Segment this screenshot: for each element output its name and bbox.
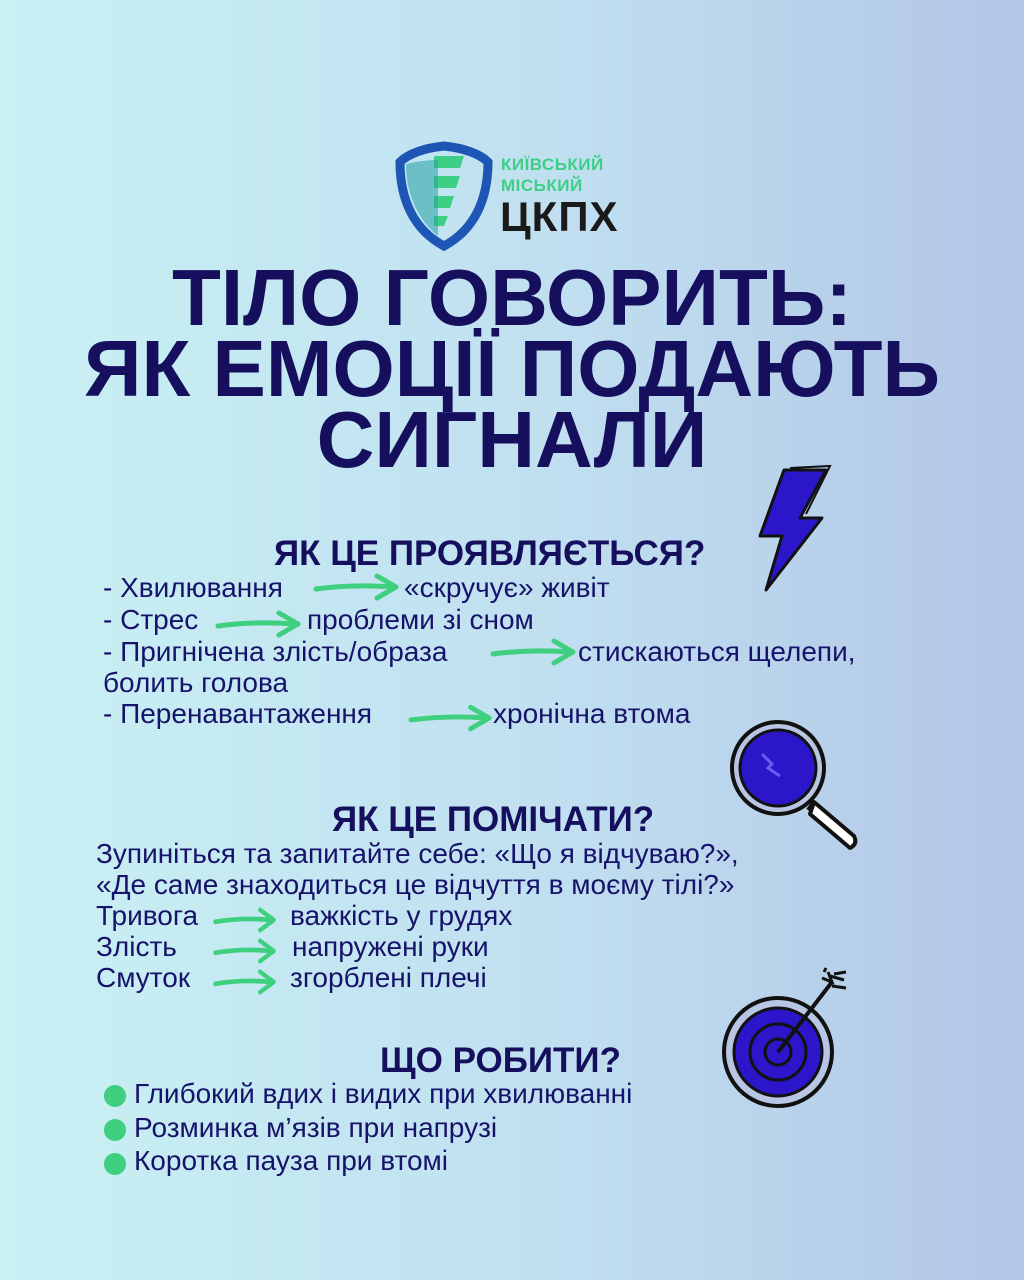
section1-heading: ЯК ЦЕ ПРОЯВЛЯЄТЬСЯ? — [274, 534, 706, 573]
arrow-right-icon — [312, 572, 404, 602]
arrow-right-icon — [490, 637, 580, 667]
section2-question2: «Де саме знаходиться це відчуття в моєму тілі?» — [96, 869, 735, 900]
section2-question1: Зупиніться та запитайте себе: «Що я відчуваю?», — [96, 838, 739, 869]
section2-heading: ЯК ЦЕ ПОМІЧАТИ? — [332, 800, 655, 839]
bullet-dot — [104, 1119, 126, 1141]
title-line3: СИГНАЛИ — [316, 395, 708, 484]
item-left: Злість — [96, 931, 177, 962]
shield-logo-icon — [394, 140, 494, 252]
item-left: Тривога — [96, 900, 199, 931]
item-left: - Стрес — [103, 604, 199, 635]
section1-item-4: болить голова — [103, 667, 289, 698]
item-right: стискаються щелепи, — [578, 636, 856, 667]
item-left: - Перенавантаження — [103, 698, 373, 729]
item-right: хронічна втома — [493, 698, 691, 729]
section3-item-3: Коротка пауза при втомі — [134, 1145, 449, 1176]
bullet-dot — [104, 1153, 126, 1175]
section3-item-2: Розминка м’язів при напрузі — [134, 1112, 498, 1143]
lightning-icon — [752, 464, 832, 596]
item-right: важкість у грудях — [290, 900, 513, 931]
section3-heading: ЩО РОБИТИ? — [380, 1041, 621, 1080]
section3-item-1: Глибокий вдих і видих при хвилюванні — [134, 1078, 633, 1109]
section1-item-1 — [103, 572, 283, 604]
section2-item-3 — [96, 962, 190, 994]
section2-item-2 — [96, 931, 177, 963]
item-right: згорблені плечі — [290, 962, 487, 993]
arrow-right-icon — [213, 906, 279, 934]
section1-item-3 — [103, 636, 447, 668]
page-title — [60, 253, 964, 484]
logo-line2: МІСЬКИЙ — [501, 176, 583, 195]
arrow-right-icon — [213, 937, 279, 965]
logo-line3: ЦКПХ — [500, 193, 619, 240]
section1-item-5 — [103, 698, 372, 730]
arrow-right-icon — [408, 703, 496, 733]
item-left: Смуток — [96, 962, 191, 993]
arrow-right-icon — [214, 609, 306, 639]
logo-line1: КИЇВСЬКИЙ — [501, 155, 604, 174]
section1-item-2 — [103, 604, 198, 636]
logo — [394, 140, 634, 252]
item-right: проблеми зі сном — [307, 604, 534, 635]
item-right: напружені руки — [292, 931, 489, 962]
arrow-right-icon — [213, 968, 279, 996]
item-right: «скручує» живіт — [404, 572, 610, 603]
title-line2: ЯК ЕМОЦІЇ ПОДАЮТЬ — [83, 324, 941, 413]
target-arrow-icon — [720, 966, 852, 1116]
item-left: - Пригнічена злість/образа — [103, 636, 448, 667]
item-left: - Хвилювання — [103, 572, 283, 603]
bullet-dot — [104, 1085, 126, 1107]
magnifier-icon — [722, 714, 862, 854]
title-line1: ТІЛО ГОВОРИТЬ: — [171, 253, 853, 342]
section2-item-1 — [96, 900, 198, 932]
